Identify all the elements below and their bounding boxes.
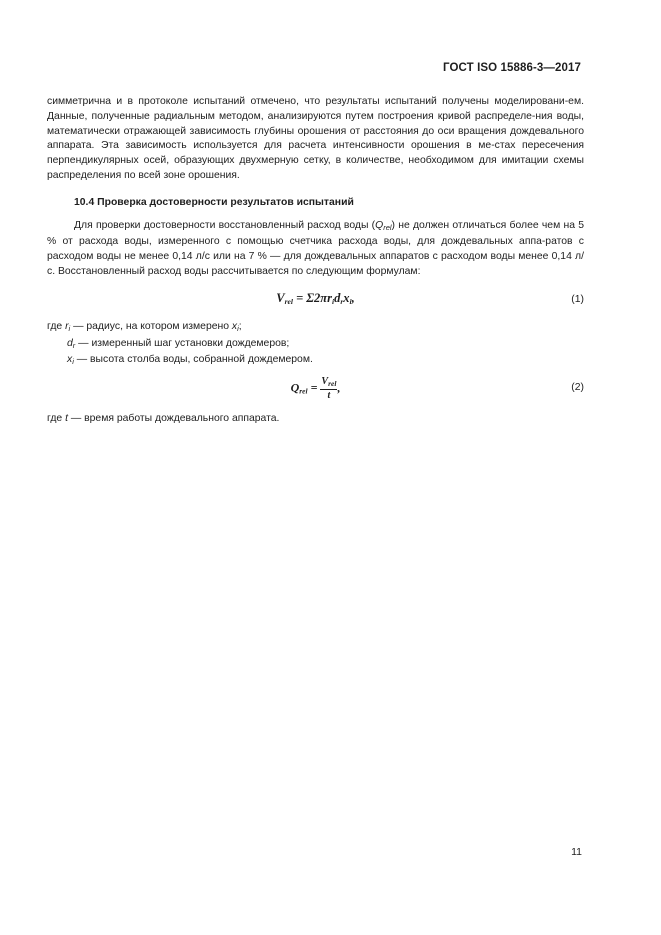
formula-1-d: d: [334, 290, 341, 305]
section-heading: [47, 196, 584, 211]
formula-1-r-sub: i: [332, 296, 335, 306]
formula-2-end: ,: [337, 380, 341, 395]
where-text: — радиус, на котором измерено: [70, 320, 232, 332]
formula-1-x-sub: i: [349, 296, 352, 306]
formula-2-denominator: t: [327, 390, 331, 402]
formula-1-d-sub: r: [340, 296, 344, 306]
where-var2-sub: i: [237, 323, 239, 333]
where-var: d: [67, 337, 73, 349]
where-var-sub: i: [68, 323, 71, 333]
formula-1-lhs: V: [276, 290, 285, 305]
formula-2-row: [47, 376, 584, 406]
formula-2-numerator: [320, 376, 337, 390]
where-var-sub: r: [72, 340, 76, 350]
where-end: ;: [238, 320, 242, 332]
where-item: [47, 337, 584, 354]
formula-2-number: (2): [571, 382, 584, 394]
variable-q: Q: [375, 219, 384, 231]
page-number: 11: [571, 846, 582, 858]
paragraph-verification: [47, 219, 584, 280]
formula-2-num: V: [321, 376, 329, 388]
where-var2: x: [231, 320, 238, 332]
document-header: ГОСТ ISO 15886-3—2017: [443, 62, 581, 74]
paragraph-continuation: симметрична и в протоколе испытаний отмечено, что результаты испытаний получены моделировани-ем. Данные, полученные радиальным методом, анализируются путем построения кривой распределе-ния воды, математически отражающей зависимость глубины орошения от расстояния до оси вращения дождевального аппарата. Эта зависимость используется для расчета интенсивности орошения в ме-стах пересечения перпендикулярных осей, образующих двухмерную сетку, в количестве, необходимом для имитации схемы распределения по всей зоне орошения.: [47, 96, 584, 181]
where-text: — измеренный шаг установки дождемеров;: [75, 337, 290, 349]
formula-1-row: [47, 288, 584, 314]
formula-2-num-sub: rel: [328, 379, 337, 389]
formula-1-rhs: = Σ2πr: [292, 290, 332, 305]
where-var-sub: i: [72, 357, 74, 367]
section-title: Проверка достоверности результатов испытаний: [97, 196, 354, 208]
formula-2-lhs-sub: rel: [299, 386, 308, 396]
paragraph-text-1: Для проверки достоверности восстановленный расход воды (: [74, 219, 376, 231]
formula-2-eq: =: [307, 380, 321, 395]
formula-2: [47, 376, 584, 401]
where-text: — время работы дождевального аппарата.: [67, 413, 280, 425]
where-text: — высота столба воды, собранной дождемером.: [73, 354, 313, 366]
page-content: [47, 95, 584, 427]
formula-1-x: x: [343, 290, 350, 305]
formula-2-fraction: [320, 376, 337, 401]
where-var: x: [67, 354, 73, 366]
paragraph-text-2: ) не должен отличаться более чем на 5 % от расхода воды, измеренного с помощью счетчика расхода воды, для дождевальных аппа-ратов с расходом воды не менее 0,14 л/с или на 7 % — для дождевальных аппаратов с расходом воды менее 0,14 л/с. Восстановленный расход воды рассчитывается по следующим формулам:: [47, 219, 584, 277]
formula-1-end: ,: [351, 290, 355, 305]
formula-1-number: (1): [571, 293, 584, 305]
formula-1: [47, 291, 584, 310]
where-item-t: [47, 412, 584, 427]
variable-q-subscript: rel: [383, 222, 392, 232]
where-item: [47, 320, 584, 337]
formula-1-lhs-sub: rel: [284, 296, 293, 306]
section-number: 10.4: [74, 196, 95, 208]
where-list-1: [47, 320, 584, 370]
formula-2-lhs: Q: [290, 380, 300, 395]
where-var: t: [65, 413, 68, 425]
where-prefix: где: [47, 413, 66, 425]
where-item: [47, 353, 584, 370]
where-var: r: [65, 320, 69, 332]
where-prefix: где: [47, 320, 66, 332]
